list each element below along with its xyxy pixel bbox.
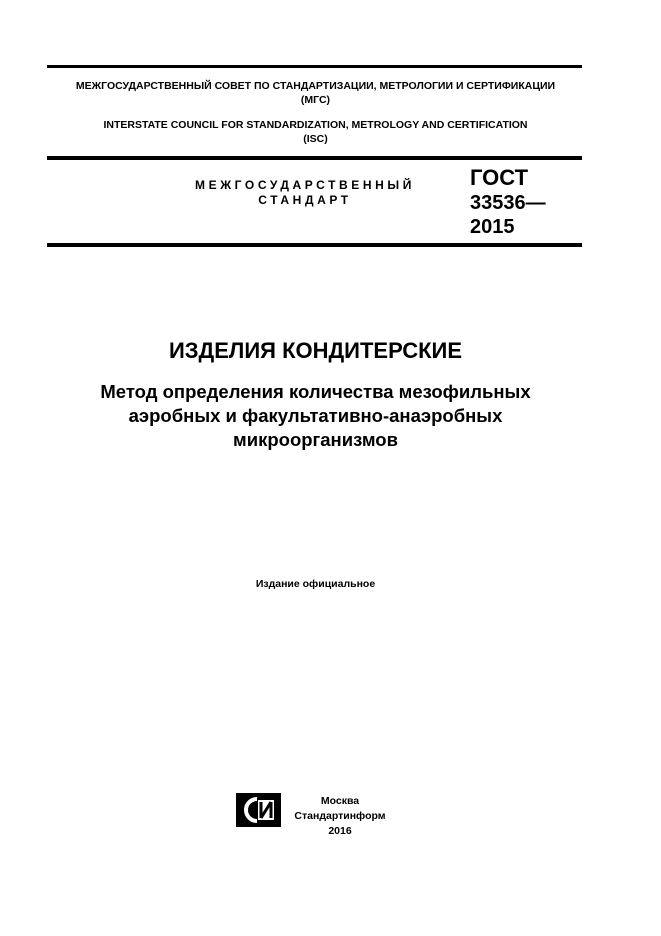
subtitle-line2: аэробных и факультативно-анаэробных xyxy=(128,405,503,426)
standard-type-line1: МЕЖГОСУДАРСТВЕННЫЙ xyxy=(195,178,415,192)
top-rule xyxy=(47,65,582,68)
header-rule-lower xyxy=(47,243,582,247)
document-title: ИЗДЕЛИЯ КОНДИТЕРСКИЕ xyxy=(168,338,463,363)
council-abbr-en: (ISC) xyxy=(303,133,328,145)
header-rule-upper xyxy=(47,156,582,160)
standard-designation xyxy=(470,165,546,239)
edition-note: Издание официальное xyxy=(255,578,376,590)
standard-year: 2015 xyxy=(470,216,515,238)
publisher-city: Москва xyxy=(320,795,360,807)
subtitle-line1: Метод определения количества мезофильных xyxy=(100,381,531,402)
gost-label: ГОСТ xyxy=(470,165,529,190)
council-name-en xyxy=(40,118,591,146)
subtitle-line3: микроорганизмов xyxy=(233,429,398,450)
document-subtitle xyxy=(60,380,571,452)
standard-type-line2: СТАНДАРТ xyxy=(258,193,352,207)
council-name-en-line1: INTERSTATE COUNCIL FOR STANDARDIZATION, METROLOGY AND CERTIFICATION xyxy=(103,119,528,131)
publisher-block xyxy=(290,794,390,839)
standard-type xyxy=(175,178,435,208)
standard-number: 33536— xyxy=(470,192,546,214)
publisher-name: Стандартинформ xyxy=(294,810,386,822)
council-name-ru xyxy=(40,79,591,107)
standartinform-logo-icon xyxy=(236,793,281,827)
publisher-year: 2016 xyxy=(328,825,352,837)
council-name-ru-line1: МЕЖГОСУДАРСТВЕННЫЙ СОВЕТ ПО СТАНДАРТИЗАЦИИ, МЕТРОЛОГИИ И СЕРТИФИКАЦИИ xyxy=(75,80,556,92)
council-abbr-ru: (МГС) xyxy=(300,94,331,106)
